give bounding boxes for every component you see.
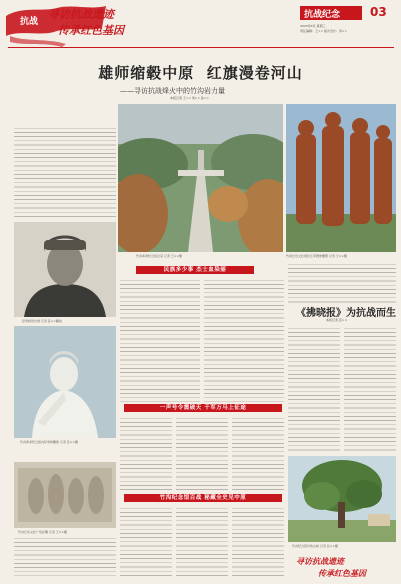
relief-photo — [14, 462, 116, 528]
intro-text — [14, 126, 116, 218]
relief-caption: 竹沟红色文化广场浮雕 记者 王××摄 — [18, 530, 67, 534]
portrait-photo — [14, 222, 116, 317]
byline: 本报记者 王×× 刘×× 孙×× — [170, 96, 209, 100]
section-2-col3 — [232, 416, 284, 490]
memorial-photo-svg — [118, 104, 283, 252]
section-2-header: 一声号令震破天 千军万马上征途 — [124, 404, 282, 412]
section-3-col3 — [232, 506, 284, 576]
side-article-col1 — [288, 326, 340, 452]
statues-caption: 竹沟红色文化展区红军群像雕塑 记者 王××摄 — [286, 254, 347, 258]
statues-photo — [286, 104, 396, 252]
top-photo-caption: 竹沟革命纪念馆全景 记者 王××摄 — [136, 254, 182, 258]
section-3-col2 — [176, 506, 228, 576]
masthead — [0, 0, 401, 50]
white-statue-photo — [14, 326, 116, 438]
masthead-rule — [8, 47, 394, 48]
editor-line: 责任编辑：王×× 版式设计：李×× — [300, 29, 348, 33]
section-1-col1 — [120, 278, 200, 402]
portrait-caption: 彭雪枫同志像 记者 张××翻拍 — [22, 319, 62, 323]
memorial-overview-photo — [118, 104, 283, 252]
slogan-line2: 传承红色基因 — [58, 24, 124, 37]
subheadline: ——寻访抗战烽火中的竹沟岩力量 — [120, 87, 225, 95]
statues-photo-svg — [286, 104, 396, 252]
date-line: 2025年8月 星期三 — [300, 24, 326, 28]
footer-slogan-line1: 寻访抗战遗迹 — [296, 556, 344, 566]
tree-photo — [288, 456, 396, 542]
tree-caption: 竹沟纪念馆外的古树 记者 张××摄 — [292, 544, 338, 548]
tree-svg — [288, 456, 396, 542]
slogan-line1: 寻访抗战遗迹 — [48, 8, 114, 21]
side-article-col2 — [344, 326, 396, 452]
side-article-title: 《拂晓报》为抗战而生 — [296, 308, 396, 319]
right-col-text-1 — [288, 262, 396, 304]
white-statue-caption: 竹沟革命纪念馆内彭雪枫雕像 记者 张××摄 — [20, 440, 78, 444]
portrait-svg — [14, 222, 116, 317]
section-2-col2 — [176, 416, 228, 490]
section-label: 抗战纪念 — [304, 10, 341, 20]
section-3-header: 竹沟纪念馆百战 秘藏全史见中原 — [124, 494, 282, 502]
footer-slogan-line2: 传承红色基因 — [318, 568, 366, 578]
relief-svg — [14, 462, 116, 528]
bottom-left-text — [14, 536, 116, 576]
section-2-col1 — [120, 416, 172, 490]
page-number: 03 — [370, 5, 387, 19]
section-3-col1 — [120, 506, 172, 576]
section-1-col2 — [204, 278, 284, 402]
white-statue-svg — [14, 326, 116, 438]
section-1-header: 民族多少事 杰士血染丽 — [136, 266, 254, 274]
headline: 雄师缩毂中原 红旗漫卷河山 — [98, 64, 303, 82]
svg-text:抗战: 抗战 — [20, 17, 39, 27]
side-article-byline: 本报记者 张×× — [326, 318, 347, 322]
